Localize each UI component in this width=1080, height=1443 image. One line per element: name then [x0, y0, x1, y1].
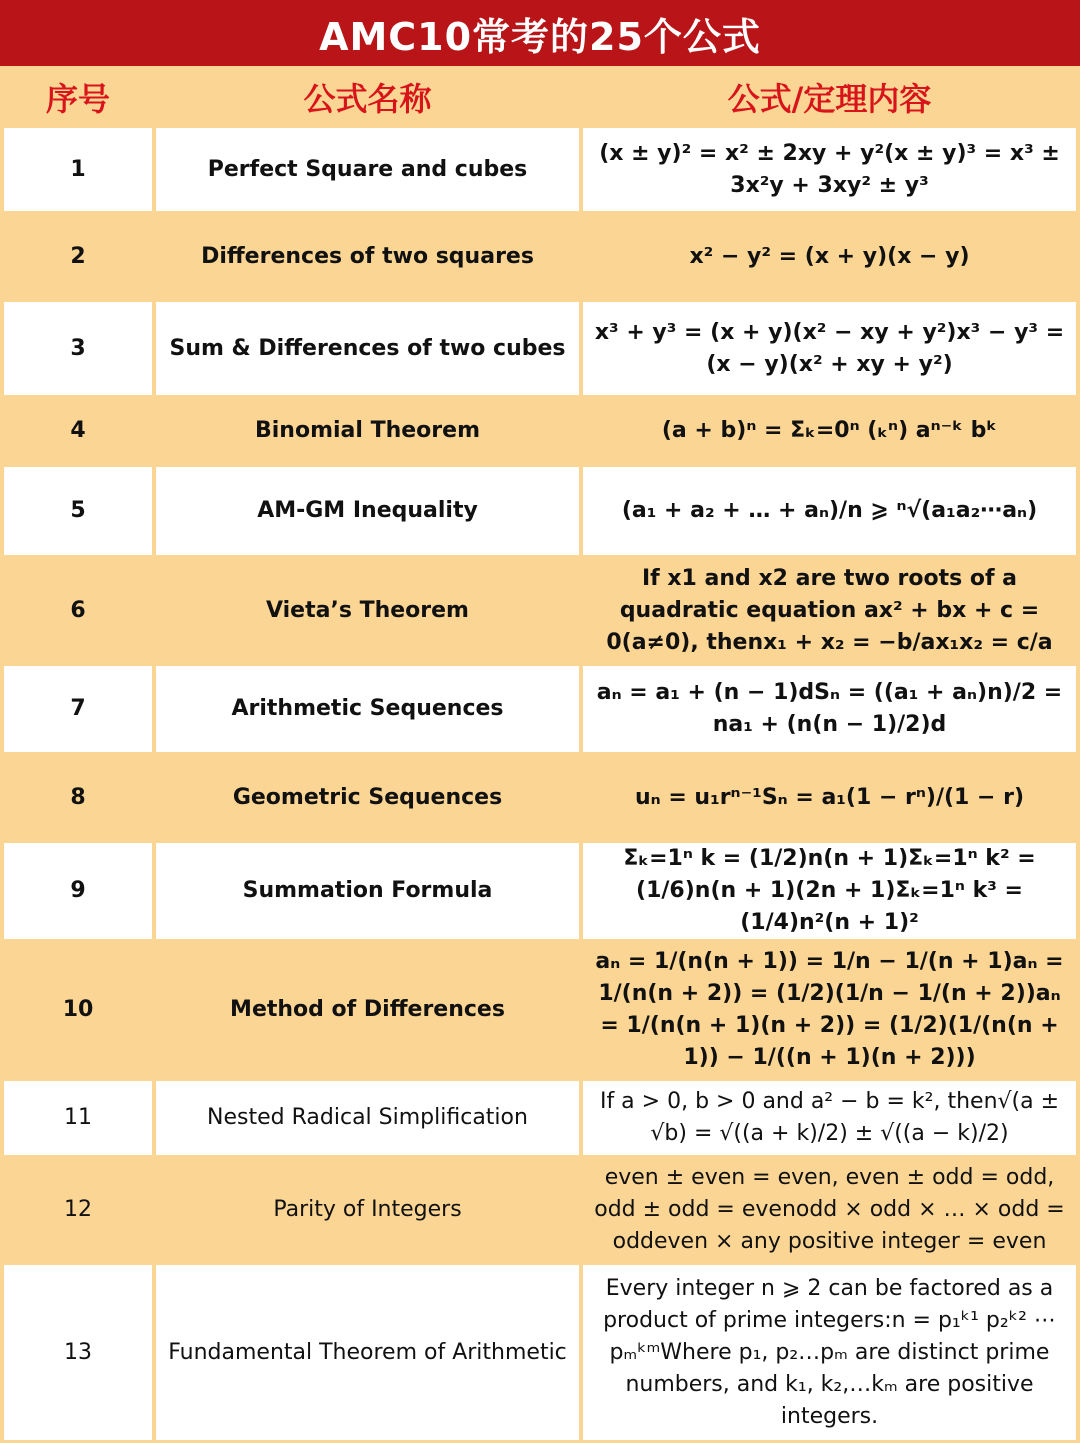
formula-content: x² − y² = (x + y)(x − y)	[583, 217, 1076, 296]
table-row	[0, 558, 1080, 663]
formula-name: Arithmetic Sequences	[156, 666, 579, 752]
table-row	[0, 1078, 1080, 1158]
formula-name: Parity of Integers	[156, 1161, 579, 1259]
table-row	[0, 942, 1080, 1078]
header-formula-content: 公式/定理内容	[727, 80, 932, 118]
row-number: 9	[4, 843, 152, 939]
row-number: 11	[4, 1081, 152, 1155]
row-number: 10	[4, 945, 152, 1075]
formula-name: Binomial Theorem	[156, 401, 579, 461]
formula-content: Every integer n ⩾ 2 can be factored as a product of prime integers:n = p₁ᵏ¹ p₂ᵏ² ⋯ pₘᵏᵐWhere p₁, p₂…pₘ are distinct prime numbers, and k₁, k₂,…kₘ are positive integers.	[583, 1265, 1076, 1440]
row-number: 6	[4, 561, 152, 660]
table-row	[0, 214, 1080, 299]
formula-name: Nested Radical Simplification	[156, 1081, 579, 1155]
row-number: 12	[4, 1161, 152, 1259]
row-number: 8	[4, 758, 152, 837]
table-row	[0, 299, 1080, 398]
formula-content: (x ± y)² = x² ± 2xy + y²(x ± y)³ = x³ ± 3x²y + 3xy² ± y³	[583, 128, 1076, 211]
page-title: AMC10常考的25个公式	[0, 0, 1080, 66]
formula-content: (a₁ + a₂ + … + aₙ)/n ⩾ ⁿ√(a₁a₂⋯aₙ)	[583, 467, 1076, 555]
row-number: 2	[4, 217, 152, 296]
formula-name: Differences of two squares	[156, 217, 579, 296]
row-number: 13	[4, 1265, 152, 1440]
formula-content: If x1 and x2 are two roots of a quadratic equation ax² + bx + c = 0(a≠0), thenx₁ + x₂ = −b/ax₁x₂ = c/a	[583, 561, 1076, 660]
formula-name: Sum & Differences of two cubes	[156, 302, 579, 395]
table-row	[0, 398, 1080, 464]
formula-content: aₙ = a₁ + (n − 1)dSₙ = ((a₁ + aₙ)n)/2 = na₁ + (n(n − 1)/2)d	[583, 666, 1076, 752]
table-row	[0, 1262, 1080, 1443]
formula-content: aₙ = 1/(n(n + 1)) = 1/n − 1/(n + 1)aₙ = 1/(n(n + 2)) = (1/2)(1/n − 1/(n + 2))aₙ = 1/(n(n + 1)(n + 2)) = (1/2)(1/(n(n + 1)) − 1/((n + 1)(n + 2)))	[583, 945, 1076, 1075]
formula-content: uₙ = u₁rⁿ⁻¹Sₙ = a₁(1 − rⁿ)/(1 − r)	[583, 758, 1076, 837]
formula-name: AM-GM Inequality	[156, 467, 579, 555]
row-number: 7	[4, 666, 152, 752]
formula-content: (a + b)ⁿ = Σₖ=0ⁿ (ₖⁿ) aⁿ⁻ᵏ bᵏ	[583, 401, 1076, 461]
table-row	[0, 663, 1080, 755]
formula-name: Geometric Sequences	[156, 758, 579, 837]
formula-content: even ± even = even, even ± odd = odd, odd ± odd = evenodd × odd × … × odd = oddeven × any positive integer = even	[583, 1161, 1076, 1259]
row-number: 4	[4, 401, 152, 461]
header-number: 序号	[45, 80, 110, 118]
formula-name: Perfect Square and cubes	[156, 128, 579, 211]
formula-name: Summation Formula	[156, 843, 579, 939]
row-number: 3	[4, 302, 152, 395]
formula-name: Vieta’s Theorem	[156, 561, 579, 660]
table-header	[0, 66, 1080, 128]
formula-name: Fundamental Theorem of Arithmetic	[156, 1265, 579, 1440]
formula-content: Σₖ=1ⁿ k = (1/2)n(n + 1)Σₖ=1ⁿ k² = (1/6)n(n + 1)(2n + 1)Σₖ=1ⁿ k³ = (1/4)n²(n + 1)²	[583, 843, 1076, 939]
table-row	[0, 755, 1080, 840]
table-row	[0, 464, 1080, 558]
row-number: 1	[4, 128, 152, 211]
formula-content: If a > 0, b > 0 and a² − b = k², then√(a ± √b) = √((a + k)/2) ± √((a − k)/2)	[583, 1081, 1076, 1155]
table-row	[0, 125, 1080, 214]
header-formula-name: 公式名称	[303, 80, 432, 118]
formula-content: x³ + y³ = (x + y)(x² − xy + y²)x³ − y³ = (x − y)(x² + xy + y²)	[583, 302, 1076, 395]
table-row	[0, 840, 1080, 942]
table-row	[0, 1158, 1080, 1262]
row-number: 5	[4, 467, 152, 555]
formula-name: Method of Differences	[156, 945, 579, 1075]
